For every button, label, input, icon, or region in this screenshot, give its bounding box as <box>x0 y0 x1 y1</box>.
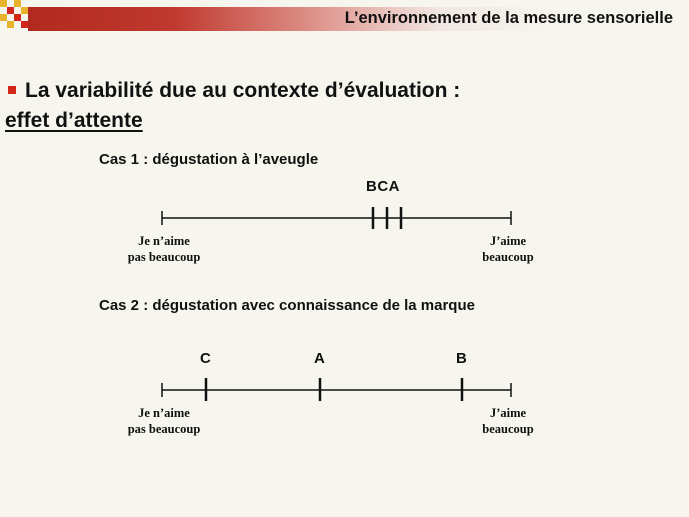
case2-right-label <box>468 405 548 437</box>
case2-right-label-line2: beaucoup <box>482 422 534 436</box>
case2-mark-b-label: B <box>456 350 467 367</box>
case1-right-label-line1: J’aime <box>489 234 527 248</box>
case2-title: Cas 2 : dégustation avec connaissance de la marque <box>99 297 475 314</box>
case2-left-label-line1: Je n’aime <box>138 406 190 420</box>
case1-marks-label: BCA <box>366 178 400 195</box>
case1-right-label-line2: beaucoup <box>482 250 534 264</box>
case2-mark-c-label: C <box>200 350 211 367</box>
case1-left-label <box>110 233 218 265</box>
slide-subtitle: effet d’attente <box>5 109 143 132</box>
case1-left-label-line1: Je n’aime <box>138 234 190 248</box>
slide-title: La variabilité due au contexte d’évaluation : <box>25 79 461 102</box>
case1-right-label <box>468 233 548 265</box>
case2-left-label-line2: pas beaucoup <box>127 422 201 436</box>
case2-left-label <box>110 405 218 437</box>
case2-mark-a-label: A <box>314 350 325 367</box>
case1-title: Cas 1 : dégustation à l’aveugle <box>99 151 319 168</box>
header-title: L’environnement de la mesure sensorielle <box>344 9 673 27</box>
case1-left-label-line2: pas beaucoup <box>127 250 201 264</box>
case2-right-label-line1: J’aime <box>489 406 527 420</box>
